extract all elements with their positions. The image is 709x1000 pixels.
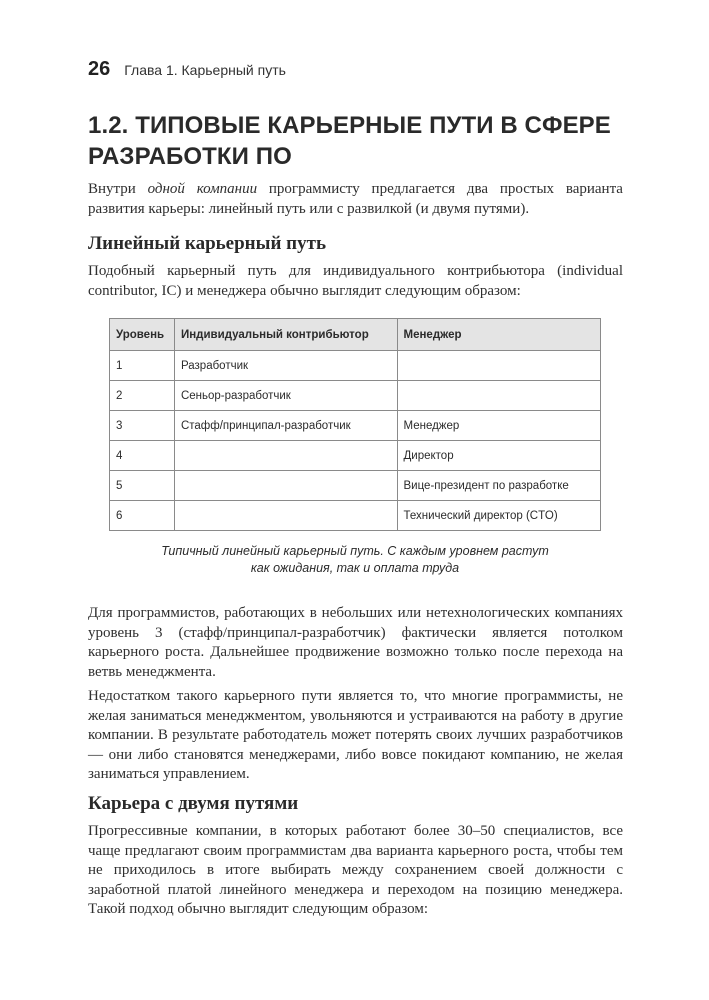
- table-cell: Вице-президент по разработке: [397, 471, 601, 501]
- page-number: 26: [88, 58, 111, 80]
- table-cell: [174, 501, 397, 531]
- table-cell: Менеджер: [397, 411, 601, 441]
- intro-emphasis: одной компании: [147, 181, 258, 197]
- table-cell: Сеньор-разработчик: [174, 381, 397, 411]
- linear-path-lead: Подобный карьерный путь для индивидуального контрибьютора (individual contributor, IC) и менеджера обычно выглядит следующим образом:: [88, 263, 623, 299]
- page-header: [88, 58, 286, 81]
- table-cell: 6: [110, 501, 175, 531]
- dual-path-heading: Карьера с двумя путями: [88, 793, 299, 814]
- table-row: [110, 441, 601, 471]
- table-row: [110, 381, 601, 411]
- section-title: 1.2. ТИПОВЫЕ КАРЬЕРНЫЕ ПУТИ В СФЕРЕ РАЗРАБОТКИ ПО: [88, 112, 611, 170]
- table-cell: [174, 471, 397, 501]
- table-cell: [397, 381, 601, 411]
- table-cell: Стафф/принципал-разработчик: [174, 411, 397, 441]
- column-header-manager: Менеджер: [397, 319, 601, 351]
- caption-line-2: как ожидания, так и оплата труда: [250, 561, 460, 575]
- table-cell: Разработчик: [174, 351, 397, 381]
- table-cell: 2: [110, 381, 175, 411]
- table-row: [110, 351, 601, 381]
- table-cell: 4: [110, 441, 175, 471]
- dual-path-paragraph: Прогрессивные компании, в которых работают более 30–50 специалистов, все чаще предлагают своим программистам два варианта карьерного роста, чтобы тем не приходилось в итоге выбирать между сохранением своей должности с заработной платой линейного менеджера и переходом на позицию менеджера. Такой подход обычно выглядит следующим образом:: [88, 823, 623, 918]
- table-row: [110, 471, 601, 501]
- small-company-paragraph: Для программистов, работающих в небольших или нетехнологических компаниях уровень 3 (стафф/принципал-разработчик) фактически является потолком карьерного роста. Дальнейшее продвижение возможно только после перехода на ветвь менеджмента.: [88, 605, 623, 680]
- table-cell: Директор: [397, 441, 601, 471]
- table-header-row: [110, 319, 601, 351]
- column-header-level: Уровень: [110, 319, 175, 351]
- drawback-paragraph: Недостатком такого карьерного пути является то, что многие программисты, не желая заниматься менеджментом, увольняются и устраиваются на работу в другие компании. В результате работодатель может потерять своих лучших разработчиков — они либо становятся менеджерами, либо вовсе покидают компанию, не желая заниматься управлением.: [88, 688, 623, 783]
- table-caption: [109, 543, 601, 577]
- caption-line-1: Типичный линейный карьерный путь. С каждым уровнем растут: [161, 544, 549, 558]
- table-cell: [174, 441, 397, 471]
- table-row: [110, 501, 601, 531]
- table-cell: 3: [110, 411, 175, 441]
- career-levels-table: [109, 318, 601, 531]
- linear-path-heading: Линейный карьерный путь: [88, 233, 326, 254]
- table-cell: [397, 351, 601, 381]
- table-cell: 5: [110, 471, 175, 501]
- table-cell: 1: [110, 351, 175, 381]
- table-row: [110, 411, 601, 441]
- chapter-title: Глава 1. Карьерный путь: [124, 62, 286, 78]
- intro-paragraph: Внутри одной компании программисту предлагается два простых варианта развития карьеры: линейный путь или с развилкой (и двумя путями).: [88, 181, 623, 217]
- column-header-ic: Индивидуальный контрибьютор: [174, 319, 397, 351]
- table-cell: Технический директор (CTO): [397, 501, 601, 531]
